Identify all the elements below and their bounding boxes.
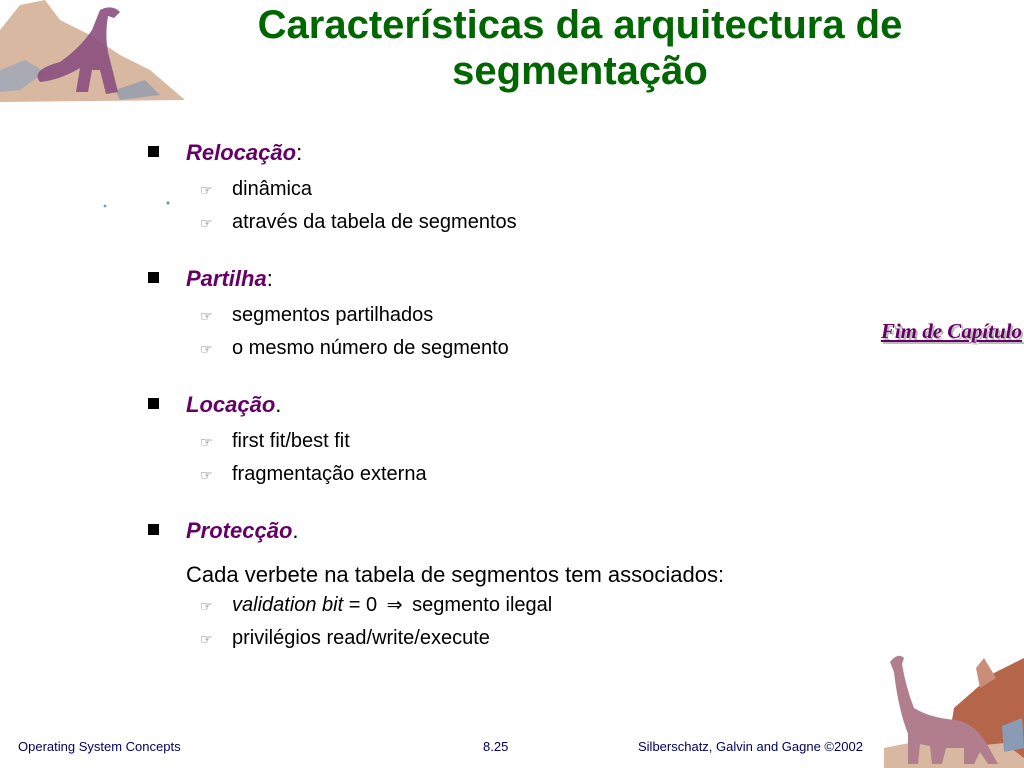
section-partilha [148, 266, 908, 370]
section-subtext: Cada verbete na tabela de segmentos tem associados: [186, 562, 725, 587]
slide-title-line1: Características da arquitectura de [257, 3, 903, 47]
dinosaur-logo-top [0, 0, 190, 105]
pointing-hand-icon: ☞ [200, 434, 213, 450]
footer-left: Operating System Concepts [18, 739, 181, 754]
implies-arrow-icon: ⇒ [386, 594, 403, 616]
section-heading: Partilha : [148, 266, 908, 304]
slide-content [148, 140, 908, 682]
end-of-chapter-link[interactable]: Fim de Capítulo [880, 319, 1022, 343]
list-item: ☞ fragmentação externa [200, 463, 427, 485]
list-item: ☞ first fit/best fit [200, 430, 350, 452]
section-heading: Protecção . [148, 518, 908, 556]
section-label: Partilha [186, 266, 267, 291]
list-item: ☞ o mesmo número de segmento [200, 337, 509, 359]
dinosaur-logo-bottom [884, 648, 1024, 768]
square-bullet-icon [148, 398, 159, 409]
list-item: ☞ dinâmica [200, 178, 313, 200]
section-label: Locação [186, 392, 276, 417]
pointing-hand-icon: ☞ [200, 467, 213, 483]
section-label: Protecção [186, 518, 293, 543]
pointing-hand-icon: ☞ [200, 308, 213, 324]
square-bullet-icon [148, 146, 159, 157]
pointing-hand-icon: ☞ [200, 341, 213, 357]
pointing-hand-icon: ☞ [200, 598, 213, 614]
footer-right: Silberschatz, Galvin and Gagne ©2002 [638, 739, 863, 754]
section-locacao [148, 392, 908, 496]
pointing-hand-icon: ☞ [200, 182, 213, 198]
section-heading: Locação . [148, 392, 908, 430]
pointing-hand-icon: ☞ [200, 631, 213, 647]
list-item: ☞ segmentos partilhados [200, 304, 434, 326]
section-proteccao [148, 518, 908, 660]
list-item: ☞ privilégios read/write/execute [200, 627, 490, 649]
section-relocacao [148, 140, 908, 244]
pointing-hand-icon: ☞ [200, 215, 213, 231]
slide-title-line2: segmentação [452, 49, 708, 93]
section-label: Relocação [186, 140, 297, 165]
list-item: ☞ validation bit = 0 ⇒ segmento ilegal [200, 594, 553, 616]
section-heading: Relocação : [148, 140, 908, 178]
list-item: ☞ através da tabela de segmentos [200, 211, 517, 233]
square-bullet-icon [148, 272, 159, 283]
slide-title [180, 2, 980, 94]
square-bullet-icon [148, 524, 159, 535]
page-number: 8.25 [483, 739, 509, 754]
